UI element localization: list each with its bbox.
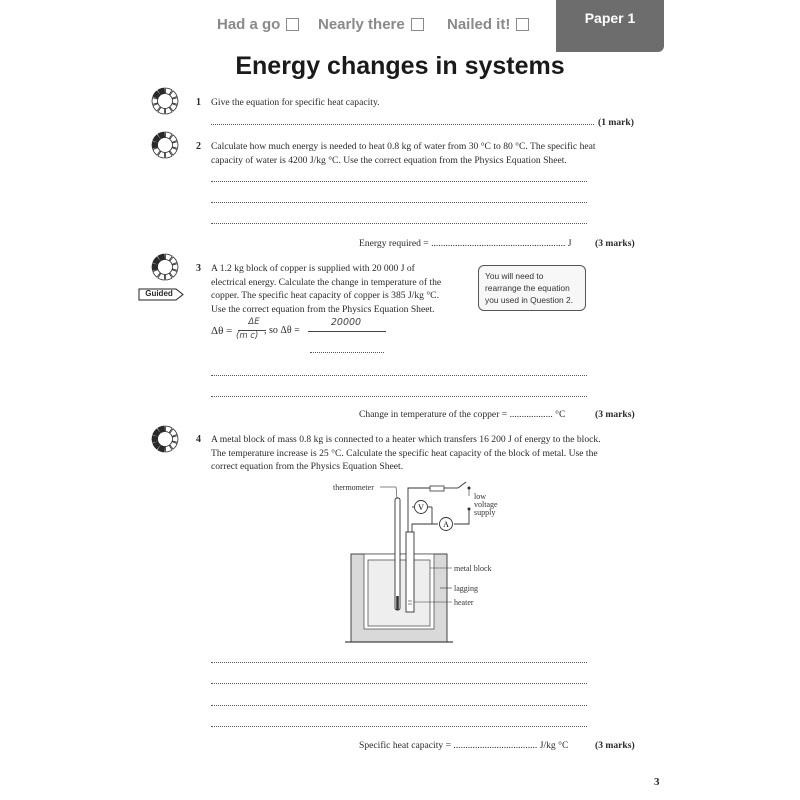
q2-text-line: Calculate how much energy is needed to heat 0.8 kg of water from 30 °C to 80 °C. The specific heat [211,141,596,152]
q2-answer-label: Energy required = ........................................................ J [359,238,572,249]
checkbox-had-a-go[interactable] [286,18,299,31]
q4-working-line[interactable] [211,705,587,706]
q3-working-numerator-2: 20000 [330,317,362,328]
dial-segment [152,264,158,271]
paper-tab [556,0,664,52]
progress-nailed-it: Nailed it! [447,16,529,33]
q3-text-line: A 1.2 kg block of copper is supplied with 20 000 J of [211,263,415,274]
q4-working-line[interactable] [211,662,587,663]
q1-text: Give the equation for specific heat capacity. [211,97,380,108]
q2-working-line[interactable] [211,181,587,182]
q3-working-so: , so Δθ = [264,325,300,336]
q2-marks: (3 marks) [595,238,635,249]
q4-marks: (3 marks) [595,740,635,751]
q4-working-line[interactable] [211,726,587,727]
q3-working-line[interactable] [211,396,587,397]
dial-segment [152,98,158,105]
q3-answer-label: Change in temperature of the copper = .................. °C [359,409,566,420]
q3-working-line[interactable] [211,375,587,376]
difficulty-dial-icon-q2 [150,130,180,160]
ammeter-label: A [443,520,449,529]
q4-text-line: correct equation from the Physics Equation Sheet. [211,461,404,473]
q1-answer-line[interactable] [211,124,594,125]
switch-icon [458,482,466,488]
thermometer-icon [395,498,400,610]
hint-line: rearrange the equation [485,283,570,293]
q3-text-line: Use the correct equation from the Physics Equation Sheet. [211,303,435,315]
q3-working-numerator-1: ΔE [248,317,260,327]
q2-number: 2 [196,141,201,152]
metal-block-label: metal block [454,564,492,573]
dial-segment [152,436,158,443]
page-title: Energy changes in systems [235,52,565,80]
q2-text-line: capacity of water is 4200 J/kg °C. Use the correct equation from the Physics Equation Sheet. [211,154,567,166]
q3-text-line: copper. The specific heat capacity of copper is 385 J/kg °C. [211,290,439,302]
q3-text-line: electrical energy. Calculate the change in temperature of the [211,276,442,288]
paper-tab-label: Paper 1 [584,10,636,26]
q3-number: 3 [196,263,201,274]
checkbox-nearly-there[interactable] [411,18,424,31]
q3-fraction-bar-2 [308,331,386,332]
q3-working-denominator-1: (m c) [236,331,259,341]
dial-segment [172,98,178,105]
heater-icon [406,532,414,612]
difficulty-dial-icon-q4 [150,424,180,454]
q4-answer-label: Specific heat capacity = ................................... J/kg °C [359,740,569,751]
progress-had-a-go: Had a go [217,16,299,33]
q4-number: 4 [196,434,201,445]
hint-box [478,265,586,311]
difficulty-dial-icon-q3 [150,252,180,282]
dial-segment [172,264,178,271]
dial-segment [172,436,178,443]
q1-marks: (1 mark) [598,117,634,128]
q2-working-line[interactable] [211,202,587,203]
q4-text-line: The temperature increase is 25 °C. Calculate the specific heat capacity of the block of metal. Use the [211,447,598,459]
supply-label-line: low [474,492,486,501]
q4-text-line: A metal block of mass 0.8 kg is connected to a heater which transfers 16 200 J of energy to the block. [211,434,601,445]
checkbox-nailed-it[interactable] [516,18,529,31]
q3-working-lhs: Δθ = [211,325,233,337]
hint-line: You will need to [485,271,544,281]
apparatus-diagram [320,476,520,648]
supply-label-line: supply [474,508,496,517]
q3-marks: (3 marks) [595,409,635,420]
hint-line: you used in Question 2. [485,295,573,305]
guided-badge-label: Guided [145,289,173,298]
voltmeter-label: V [418,503,424,512]
q3-text [211,262,441,316]
q4-working-line[interactable] [211,683,587,684]
q2-working-line[interactable] [211,223,587,224]
dial-segment [152,142,158,149]
heater-label: heater [454,598,474,607]
q3-denominator-line[interactable] [310,352,384,353]
q4-text [211,433,601,474]
q2-text [211,140,596,167]
supply-label-line: voltage [474,500,498,509]
thermometer-label: thermometer [333,483,374,492]
difficulty-dial-icon-q1 [150,86,180,116]
dial-segment [172,142,178,149]
q1-number: 1 [196,97,201,108]
lagging-label: lagging [454,584,478,593]
resistor-icon [430,486,444,491]
page-number: 3 [654,776,660,788]
progress-nearly-there: Nearly there [318,16,424,33]
